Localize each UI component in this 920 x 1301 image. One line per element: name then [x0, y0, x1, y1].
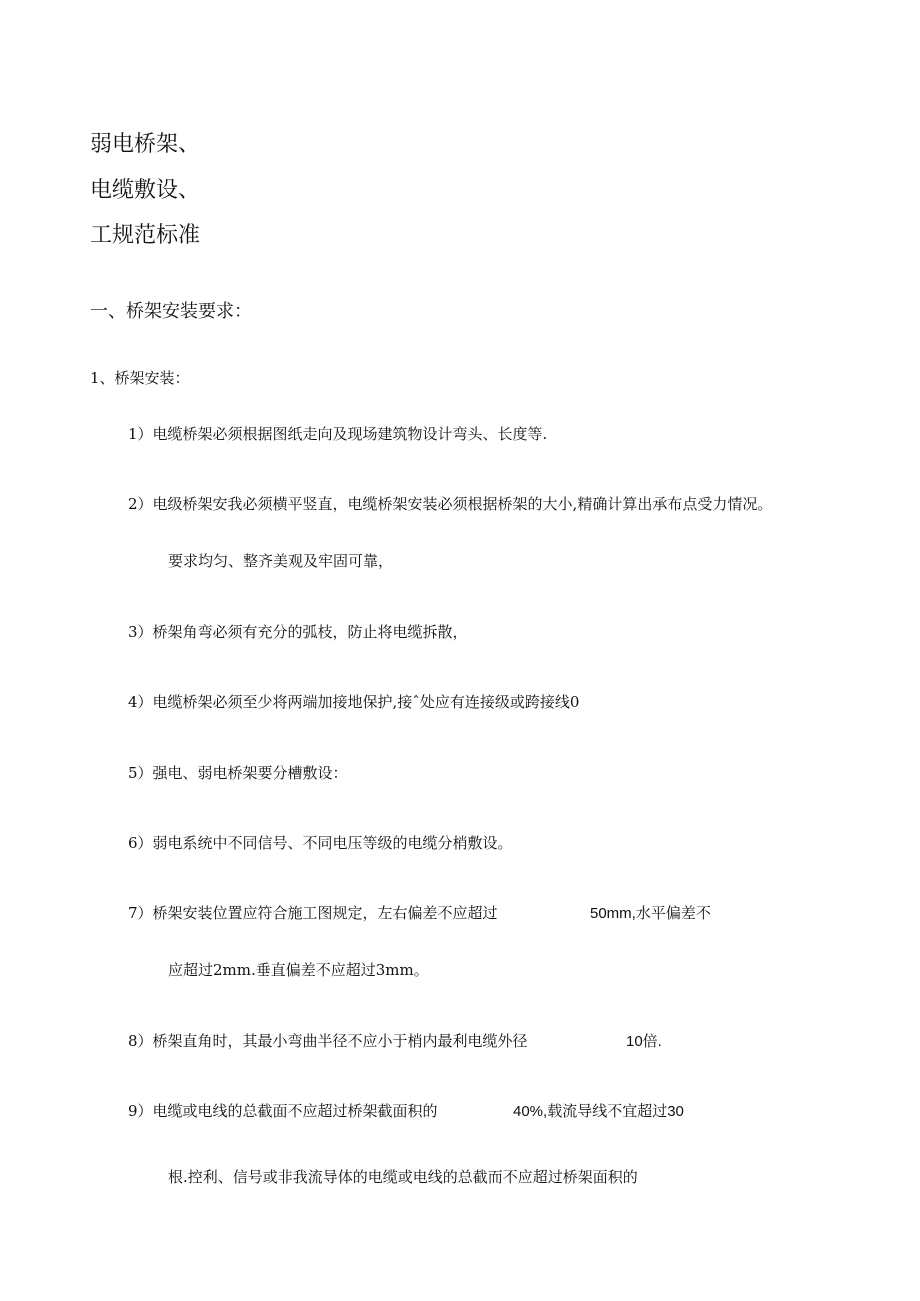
list-item-8-value: 10倍. — [626, 1033, 662, 1050]
list-item-9-continuation: 根.控利、信号或非我流导体的电缆或电线的总截而不应超过桥架面积的 — [168, 1168, 638, 1186]
list-item-8: 8）桥架直角时，其最小弯曲半径不应小于梢内最利电缆外径 — [128, 1032, 528, 1050]
list-item-7: 7）桥架安装位置应符合施工图规定，左右偏差不应超过 — [128, 904, 498, 922]
list-item-2: 2）电级桥架安我必须横平竖直，电缆桥架安装必须根据桥架的大小,精确计算出承布点受力情况。 — [128, 495, 773, 513]
list-item-7-continuation: 应超过2mm.垂直偏差不应超过3mm。 — [168, 961, 429, 979]
section-heading: 一、桥架安装要求： — [90, 301, 252, 322]
list-item-9-value: 40%,载流导线不宜超过30 — [513, 1103, 684, 1120]
list-item-1: 1）电缆桥架必须根据图纸走向及现场建筑物设计弯头、长度等. — [128, 425, 548, 443]
document-title-line-3: 工规范标准 — [90, 223, 201, 248]
subsection-heading: 1、桥架安装： — [90, 369, 190, 387]
document-title-line-1: 弱电桥架、 — [90, 132, 201, 157]
list-item-6: 6）弱电系统中不同信号、不同电压等级的电缆分梢敷设。 — [128, 834, 513, 852]
list-item-3: 3）桥架角弯必须有充分的弧枝，防止将电缆拆散， — [128, 623, 468, 641]
list-item-7-value: 50mm,水平偏差不 — [590, 905, 711, 922]
list-item-9: 9）电缆或电线的总截面不应超过桥架截面积的 — [128, 1102, 438, 1120]
list-item-2-continuation: 要求均匀、整齐美观及牢固可靠， — [168, 552, 394, 570]
list-item-5: 5）强电、弱电桥架要分槽敷设： — [128, 764, 348, 782]
list-item-4: 4）电缆桥架必须至少将两端加接地保护,接ˆ处应有连接级或跨接线0 — [128, 693, 580, 711]
document-title-line-2: 电缆敷设、 — [90, 178, 201, 203]
